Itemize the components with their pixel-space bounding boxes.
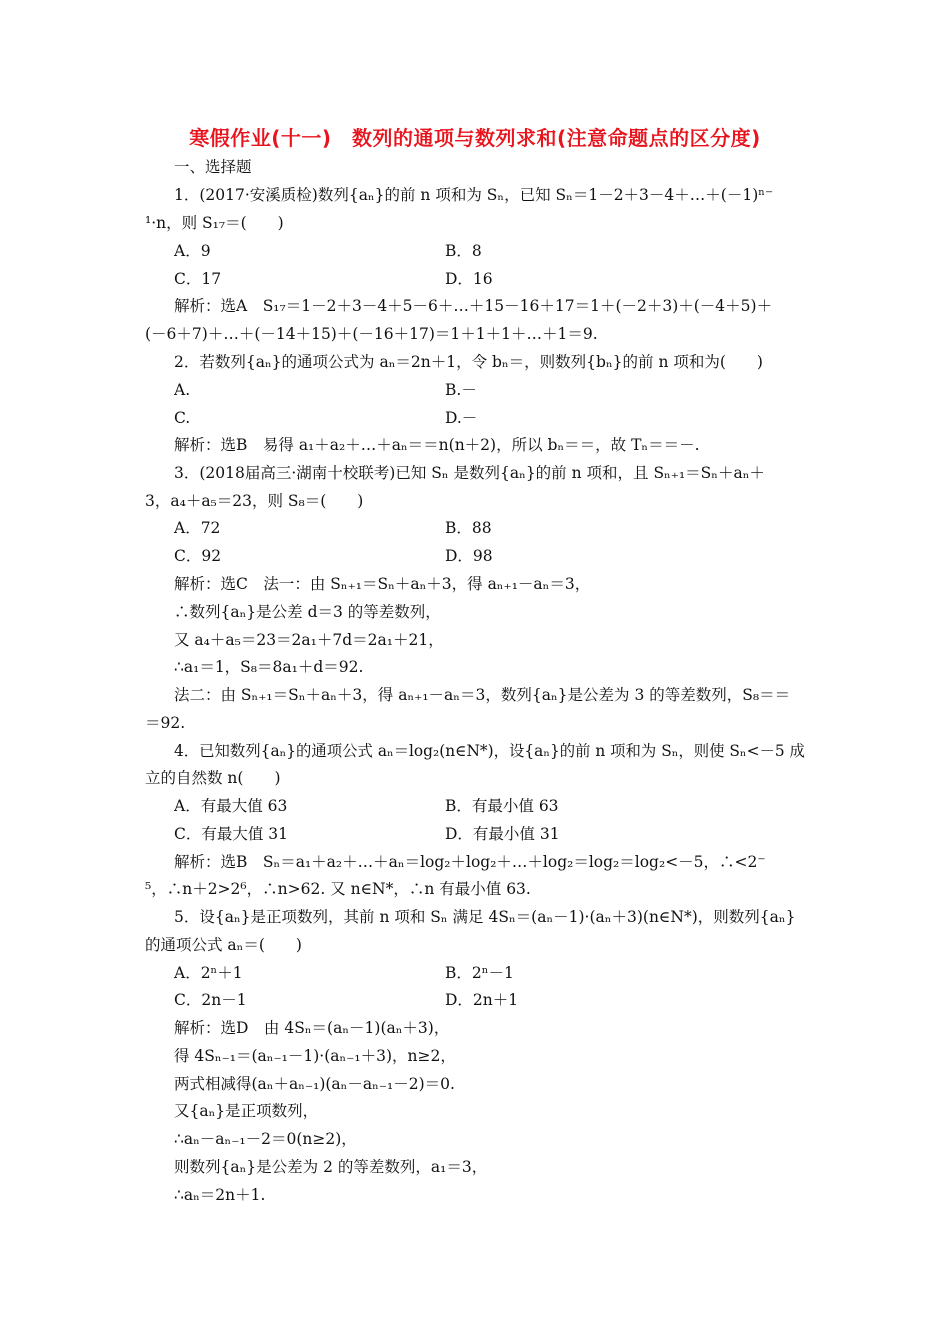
q4-solution-line1: 解析：选B Sₙ＝a₁＋a₂＋…＋aₙ＝log₂＋log₂＋…＋log₂＝log₂＝log₂<－5，∴<2⁻ xyxy=(174,853,766,871)
q1-solution-line2: (－6＋7)＋…＋(－14＋15)＋(－16＋17)＝1＋1＋1＋…＋1＝9. xyxy=(145,325,598,343)
q1-option-b: B．8 xyxy=(445,242,482,260)
q2-option-c: C. xyxy=(174,409,191,427)
q3-option-c: C．92 xyxy=(174,547,222,565)
q1-stem-line1: 1．(2017·安溪质检)数列{aₙ}的前 n 项和为 Sₙ，已知 Sₙ＝1－2＋3－4＋…＋(－1)ⁿ⁻ xyxy=(174,186,774,204)
q5-solution-line6: 则数列{aₙ}是公差为 2 的等差数列，a₁＝3， xyxy=(174,1158,488,1176)
q3-solution-line3: 又 a₄＋a₅＝23＝2a₁＋7d＝2a₁＋21， xyxy=(174,631,444,649)
q5-solution-line7: ∴aₙ＝2n＋1. xyxy=(174,1186,266,1204)
q3-option-d: D．98 xyxy=(445,547,493,565)
q5-solution-line4: 又{aₙ}是正项数列， xyxy=(174,1102,319,1120)
q3-solution-line4: ∴a₁＝1，S₈＝8a₁＋d＝92. xyxy=(174,658,364,676)
q2-option-d: D.－ xyxy=(445,409,478,427)
q5-solution-line2: 得 4Sₙ₋₁＝(aₙ₋₁－1)·(aₙ₋₁＋3)，n≥2， xyxy=(174,1047,456,1065)
q3-solution-line2: ∴数列{aₙ}是公差 d＝3 的等差数列， xyxy=(174,603,441,621)
q2-option-b: B.－ xyxy=(445,381,477,399)
q1-option-d: D．16 xyxy=(445,270,493,288)
q5-stem-line2: 的通项公式 aₙ＝( ) xyxy=(145,936,302,954)
q4-option-a: A．有最大值 63 xyxy=(174,797,288,815)
q3-option-a: A．72 xyxy=(174,519,221,537)
q2-stem: 2．若数列{aₙ}的通项公式为 aₙ＝2n＋1，令 bₙ＝，则数列{bₙ}的前 n 项和为( ) xyxy=(174,353,763,371)
page-title: 寒假作业(十一) 数列的通项与数列求和(注意命题点的区分度) xyxy=(189,126,761,150)
q1-option-a: A．9 xyxy=(174,242,211,260)
q3-solution-line1: 解析：选C 法一：由 Sₙ₊₁＝Sₙ＋aₙ＋3，得 aₙ₊₁－aₙ＝3， xyxy=(174,575,591,593)
q4-stem-line2: 立的自然数 n( ) xyxy=(145,769,281,787)
q2-solution: 解析：选B 易得 a₁＋a₂＋…＋aₙ＝＝n(n＋2)，所以 bₙ＝＝，故 Tₙ＝＝－. xyxy=(174,436,700,454)
q4-option-d: D．有最小值 31 xyxy=(445,825,560,843)
q1-option-c: C．17 xyxy=(174,270,222,288)
q3-solution-line6: ＝92. xyxy=(145,714,186,732)
q4-solution-line2: ⁵，∴n＋2>2⁶，∴n>62. 又 n∈N*，∴n 有最小值 63. xyxy=(145,880,531,898)
q2-option-a: A. xyxy=(174,381,191,399)
q4-stem-line1: 4．已知数列{aₙ}的通项公式 aₙ＝log₂(n∈N*)，设{aₙ}的前 n 项和为 Sₙ，则使 Sₙ<－5 成 xyxy=(174,742,805,760)
q5-option-b: B．2ⁿ－1 xyxy=(445,964,514,982)
section-heading: 一、选择题 xyxy=(174,158,252,176)
q5-solution-line1: 解析：选D 由 4Sₙ＝(aₙ－1)(aₙ＋3)， xyxy=(174,1019,450,1037)
q3-solution-line5: 法二：由 Sₙ₊₁＝Sₙ＋aₙ＋3，得 aₙ₊₁－aₙ＝3，数列{aₙ}是公差为 3 的等差数列，S₈＝＝ xyxy=(174,686,791,704)
q1-solution-line1: 解析：选A S₁₇＝1－2＋3－4＋5－6＋…＋15－16＋17＝1＋(－2＋3)＋(－4＋5)＋ xyxy=(174,297,773,315)
q5-solution-line5: ∴aₙ－aₙ₋₁－2＝0(n≥2)， xyxy=(174,1130,357,1148)
q5-stem-line1: 5．设{aₙ}是正项数列，其前 n 项和 Sₙ 满足 4Sₙ＝(aₙ－1)·(aₙ＋3)(n∈N*)，则数列{aₙ} xyxy=(174,908,796,926)
q5-option-a: A．2ⁿ＋1 xyxy=(174,964,243,982)
q5-option-c: C．2n－1 xyxy=(174,991,247,1009)
q1-stem-line2: ¹·n，则 S₁₇＝( ) xyxy=(145,214,284,232)
q3-stem-line2: 3，a₄＋a₅＝23，则 S₈＝( ) xyxy=(145,492,364,510)
q5-solution-line3: 两式相减得(aₙ＋aₙ₋₁)(aₙ－aₙ₋₁－2)＝0. xyxy=(174,1075,455,1093)
q4-option-c: C．有最大值 31 xyxy=(174,825,289,843)
q3-stem-line1: 3．(2018届高三·湖南十校联考)已知 Sₙ 是数列{aₙ}的前 n 项和，且 Sₙ₊₁＝Sₙ＋aₙ＋ xyxy=(174,464,765,482)
q5-option-d: D．2n＋1 xyxy=(445,991,519,1009)
q4-option-b: B．有最小值 63 xyxy=(445,797,559,815)
q3-option-b: B．88 xyxy=(445,519,492,537)
